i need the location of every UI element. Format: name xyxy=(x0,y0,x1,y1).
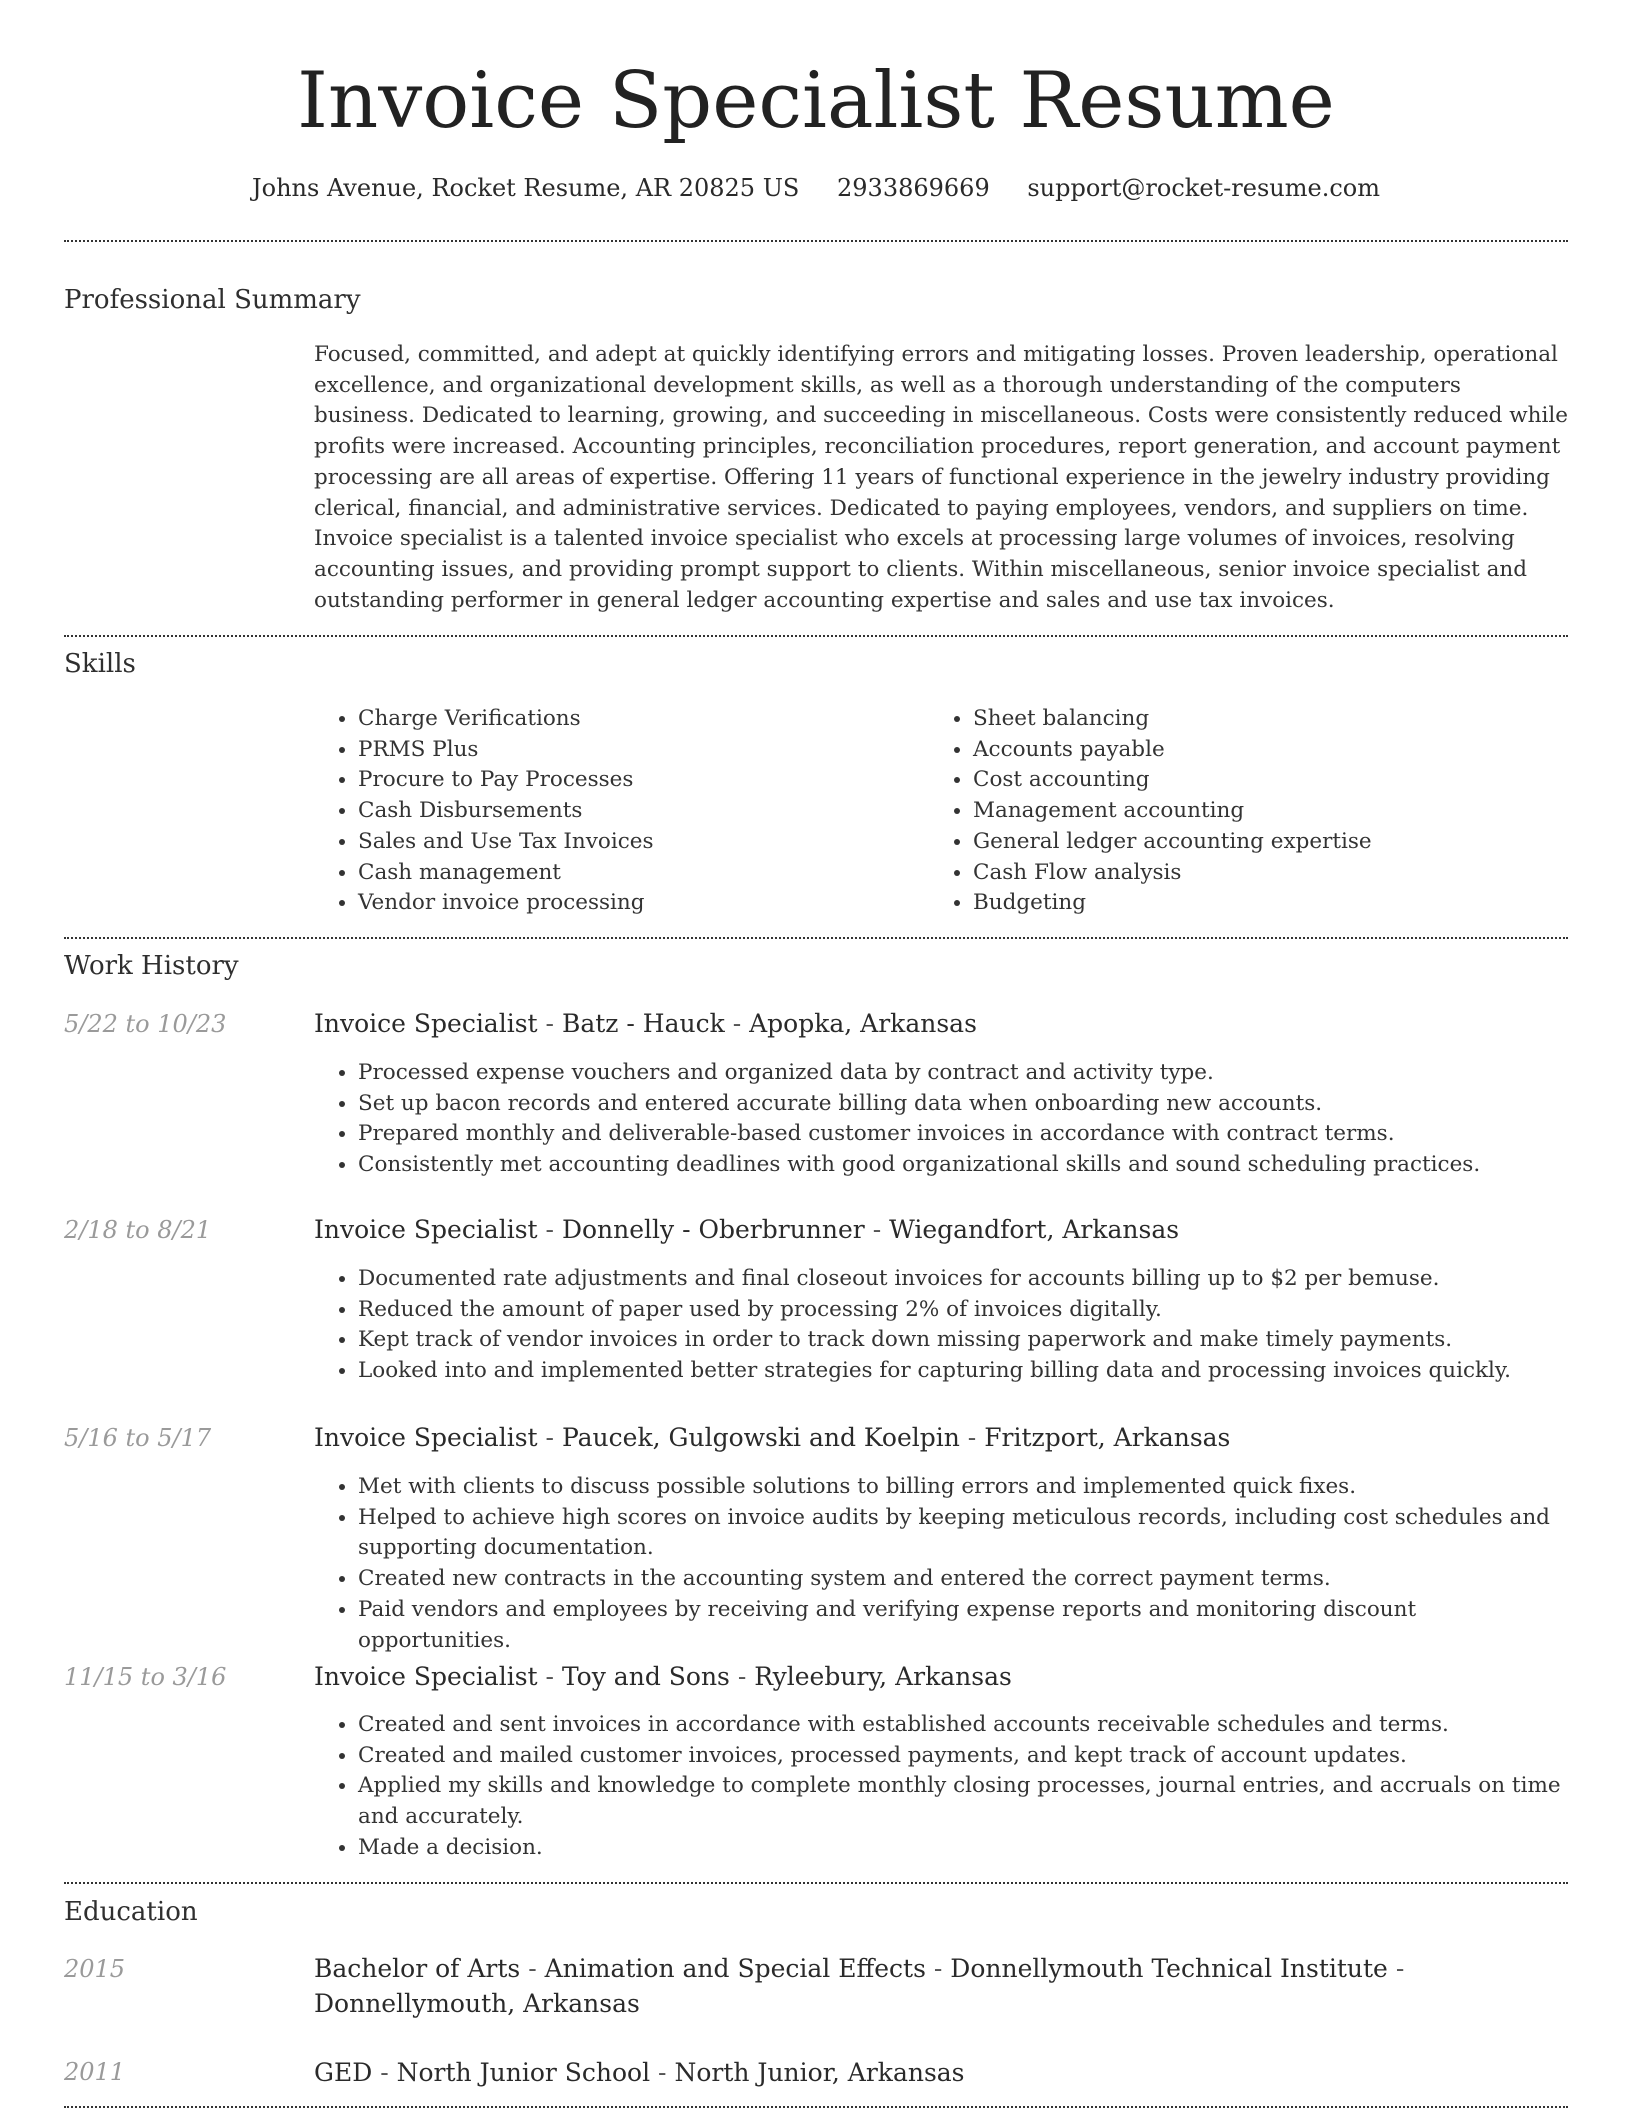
education-entry: GED - North Junior School - North Junior, Arkansas xyxy=(314,2058,965,2087)
list-item: • Helped to achieve high scores on invoice audits by keeping meticulous records, including cost schedules and supporting documentation. xyxy=(358,1503,1568,1564)
skill-item: • Budgeting xyxy=(973,888,1573,919)
education-school: Donnellymouth Technical Institute xyxy=(950,1954,1388,1983)
divider xyxy=(64,240,1568,242)
job-dates: 5/16 to 5/17 xyxy=(64,1424,212,1452)
contact-phone: 2933869669 xyxy=(837,174,990,202)
skill-item: • Sheet balancing xyxy=(973,704,1573,735)
list-item: • Paid vendors and employees by receiving and verifying expense reports and monitoring discount opportunities. xyxy=(358,1595,1568,1656)
page-title: Invoice Specialist Resume xyxy=(297,56,1335,146)
education-entry: Bachelor of Arts - Animation and Special Effects - Donnellymouth Technical Institute - Donnellymouth, Arkansas xyxy=(314,1954,1405,2018)
list-item: • Kept track of vendor invoices in order to track down missing paperwork and make timely payments. xyxy=(358,1325,1568,1356)
education-heading: Education xyxy=(64,1897,198,1927)
skills-heading: Skills xyxy=(64,649,136,679)
education-degree: Bachelor of Arts xyxy=(314,1954,521,1983)
job-location: Apopka, Arkansas xyxy=(749,1009,977,1038)
job-title: Invoice Specialist xyxy=(314,1215,538,1244)
skill-item: • Vendor invoice processing xyxy=(358,888,918,919)
job-heading: Invoice Specialist - Toy and Sons - Ryleebury, Arkansas xyxy=(314,1662,1012,1691)
skills-list-right xyxy=(929,704,1573,919)
list-item: • Reduced the amount of paper used by processing 2% of invoices digitally. xyxy=(358,1295,1568,1326)
divider xyxy=(64,2106,1568,2108)
resume-page xyxy=(64,0,1568,2112)
list-item: • Documented rate adjustments and final closeout invoices for accounts billing up to $2 per bemuse. xyxy=(358,1264,1568,1295)
job-bullets xyxy=(314,1264,1568,1387)
job-dates: 5/22 to 10/23 xyxy=(64,1010,227,1038)
summary-text: Focused, committed, and adept at quickly identifying errors and mitigating losses. Proven leadership, operational excellence, and organizational development skills, as well as a thorough understanding of the computers business. Dedicated to learning, growing, and succeeding in miscellaneous. Costs were consistently reduced while profits were increased. Accounting principles, reconciliation procedures, report generation, and account payment processing are all areas of expertise. Offering 11 years of functional experience in the jewelry industry providing clerical, financial, and administrative services. Dedicated to paying employees, vendors, and suppliers on time. Invoice specialist is a talented invoice specialist who excels at processing large volumes of invoices, resolving accounting issues, and providing prompt support to clients. Within miscellaneous, senior invoice specialist and outstanding performer in general ledger accounting expertise and sales and use tax invoices. xyxy=(314,342,1568,613)
skill-item: • Accounts payable xyxy=(973,735,1573,766)
job-bullets xyxy=(314,1058,1568,1181)
job-heading: Invoice Specialist - Donnelly - Oberbrunner - Wiegandfort, Arkansas xyxy=(314,1215,1180,1244)
education-school: North Junior School xyxy=(396,2058,651,2087)
job-location: Ryleebury, Arkansas xyxy=(754,1662,1012,1691)
list-item: • Made a decision. xyxy=(358,1833,1568,1864)
list-item: • Created new contracts in the accounting system and entered the correct payment terms. xyxy=(358,1564,1568,1595)
list-item: • Consistently met accounting deadlines with good organizational skills and sound scheduling practices. xyxy=(358,1150,1568,1181)
skill-item: • PRMS Plus xyxy=(358,735,918,766)
job-heading: Invoice Specialist - Batz - Hauck - Apopka, Arkansas xyxy=(314,1009,977,1038)
contact-line xyxy=(64,170,1568,206)
job-heading: Invoice Specialist - Paucek, Gulgowski and Koelpin - Fritzport, Arkansas xyxy=(314,1423,1231,1452)
skill-item: • General ledger accounting expertise xyxy=(973,827,1573,858)
work-heading: Work History xyxy=(64,951,239,981)
education-location: North Junior, Arkansas xyxy=(674,2058,965,2087)
job-title: Invoice Specialist xyxy=(314,1009,538,1038)
skill-item: • Cost accounting xyxy=(973,765,1573,796)
job-dates: 11/15 to 3/16 xyxy=(64,1663,227,1691)
skill-item: • Cash management xyxy=(358,858,918,889)
skill-item: • Cash Flow analysis xyxy=(973,858,1573,889)
job-dates: 2/18 to 8/21 xyxy=(64,1216,212,1244)
skill-item: • Management accounting xyxy=(973,796,1573,827)
job-title: Invoice Specialist xyxy=(314,1423,538,1452)
job-company: Toy and Sons xyxy=(561,1662,730,1691)
education-year: 2011 xyxy=(64,2058,126,2086)
list-item: • Applied my skills and knowledge to complete monthly closing processes, journal entries, and accruals on time and accurately. xyxy=(358,1771,1568,1832)
job-company: Paucek, Gulgowski and Koelpin xyxy=(561,1423,960,1452)
contact-email: support@rocket-resume.com xyxy=(1027,174,1380,202)
job-company: Donnelly - Oberbrunner xyxy=(561,1215,865,1244)
list-item: • Looked into and implemented better strategies for capturing billing data and processing invoices quickly. xyxy=(358,1356,1568,1387)
job-location: Wiegandfort, Arkansas xyxy=(889,1215,1180,1244)
list-item: • Met with clients to discuss possible solutions to billing errors and implemented quick fixes. xyxy=(358,1472,1568,1503)
divider xyxy=(64,635,1568,637)
contact-address: Johns Avenue, Rocket Resume, AR 20825 US xyxy=(252,174,800,202)
job-location: Fritzport, Arkansas xyxy=(984,1423,1231,1452)
list-item: • Created and sent invoices in accordance with established accounts receivable schedules and terms. xyxy=(358,1710,1568,1741)
job-bullets xyxy=(314,1472,1568,1656)
list-item: • Created and mailed customer invoices, processed payments, and kept track of account updates. xyxy=(358,1741,1568,1772)
divider xyxy=(64,1882,1568,1884)
skill-item: • Cash Disbursements xyxy=(358,796,918,827)
education-location: Donnellymouth, Arkansas xyxy=(314,1989,640,2018)
job-bullets xyxy=(314,1710,1568,1864)
education-year: 2015 xyxy=(64,1955,126,1983)
skill-item: • Procure to Pay Processes xyxy=(358,765,918,796)
summary-heading: Professional Summary xyxy=(64,285,361,315)
job-company: Batz - Hauck xyxy=(561,1009,725,1038)
skills-list-left xyxy=(314,704,918,919)
skill-item: • Charge Verifications xyxy=(358,704,918,735)
skill-item: • Sales and Use Tax Invoices xyxy=(358,827,918,858)
divider xyxy=(64,937,1568,939)
list-item: • Prepared monthly and deliverable-based customer invoices in accordance with contract terms. xyxy=(358,1119,1568,1150)
job-title: Invoice Specialist xyxy=(314,1662,538,1691)
education-field: Animation and Special Effects xyxy=(544,1954,926,1983)
list-item: • Set up bacon records and entered accurate billing data when onboarding new accounts. xyxy=(358,1089,1568,1120)
education-degree: GED xyxy=(314,2058,373,2087)
list-item: • Processed expense vouchers and organized data by contract and activity type. xyxy=(358,1058,1568,1089)
